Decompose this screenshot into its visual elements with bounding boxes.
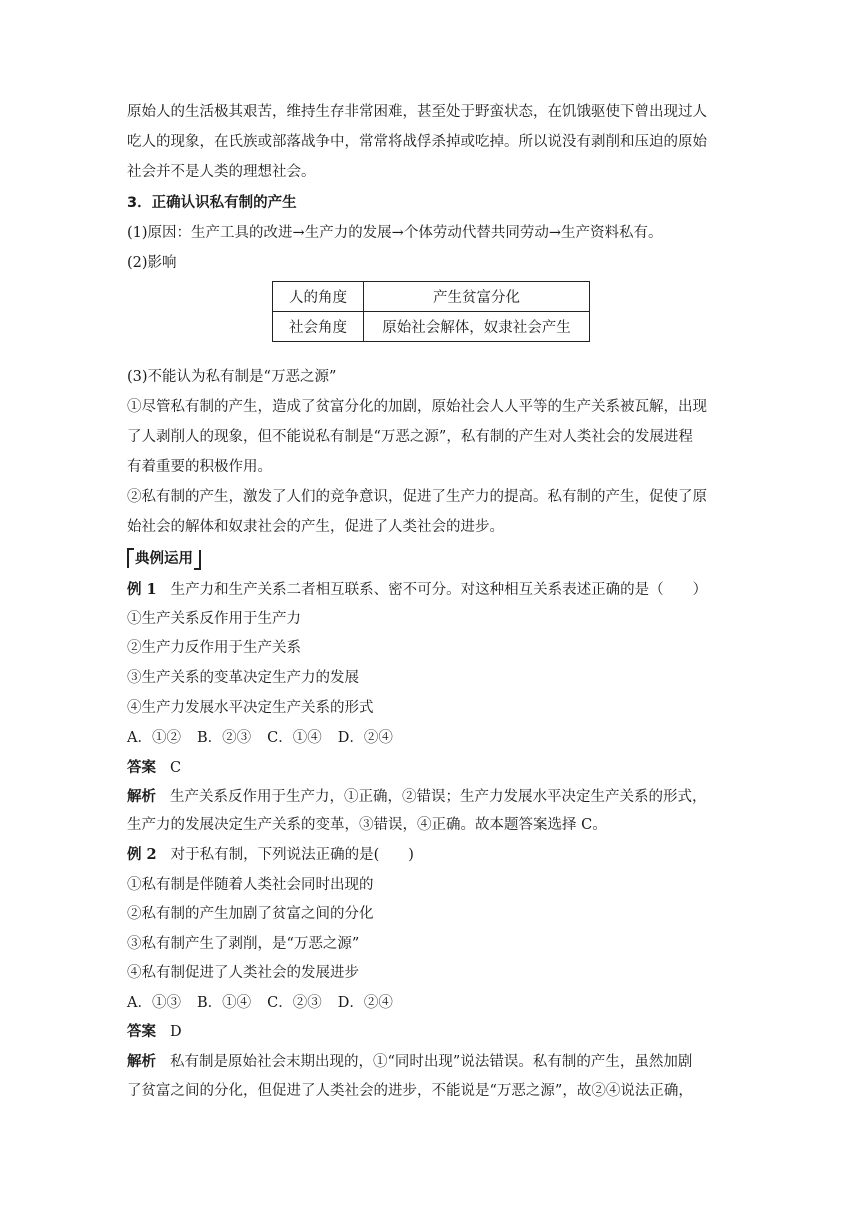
example2-option-a: A．①③	[127, 995, 181, 1011]
table-cell-aspect: 人的角度	[273, 282, 364, 312]
point3b-line-2: 始社会的解体和奴隶社会的产生，促进了人类社会的进步。	[127, 519, 504, 535]
example2-item-1: ①私有制是伴随着人类社会同时出现的	[127, 877, 374, 893]
table-cell-effect: 原始社会解体，奴隶社会产生	[364, 312, 590, 342]
example2-analysis-line-2: 了贫富之间的分化，但促进了人类社会的进步，不能说是“万恶之源”，故②④说法正确，	[127, 1083, 693, 1099]
intro-line-3: 社会并不是人类的理想社会。	[127, 164, 316, 180]
example1-analysis-line-1	[127, 787, 737, 807]
example1-item-2: ②生产力反作用于生产关系	[127, 640, 301, 656]
example2-item-3: ③私有制产生了剥削，是“万恶之源”	[127, 936, 360, 952]
cause-text: (1)原因：生产工具的改进→生产力的发展→个体劳动代替共同劳动→生产资料私有。	[127, 225, 663, 241]
example1-option-b: B．②③	[196, 730, 252, 746]
table-row	[273, 312, 590, 342]
example1-option-d: D．②④	[337, 730, 393, 746]
intro-line-1: 原始人的生活极其艰苦，维持生存非常困难，甚至处于野蛮状态，在饥饿驱使下曾出现过人	[127, 104, 707, 120]
example1-option-c: C．①④	[267, 730, 322, 746]
example1-label: 例 1	[127, 581, 157, 598]
example2-answer: D	[170, 1024, 182, 1040]
section-heading-3: 3．正确认识私有制的产生	[127, 195, 297, 211]
example1-item-1: ①生产关系反作用于生产力	[127, 611, 301, 627]
example1-options	[127, 728, 737, 748]
example2-item-2: ②私有制的产生加剧了贫富之间的分化	[127, 906, 374, 922]
example2-answer-label: 答案	[127, 1024, 156, 1040]
point3a-line-1: ①尽管私有制的产生，造成了贫富分化的加剧，原始社会人人平等的生产关系被瓦解，出现	[127, 399, 707, 415]
example1-analysis-1: 生产关系反作用于生产力，①正确，②错误；生产力发展水平决定生产关系的形式，	[170, 789, 707, 805]
section-tag-examples	[127, 548, 201, 570]
example2-option-b: B．①④	[196, 995, 252, 1011]
example1-question-line	[127, 580, 737, 600]
example2-option-d: D．②④	[337, 995, 393, 1011]
section-tag-label: 典例运用	[135, 551, 193, 567]
example2-answer-line	[127, 1022, 737, 1042]
example2-options	[127, 993, 737, 1013]
example2-question: 对于私有制，下列说法正确的是( )	[170, 847, 414, 863]
example1-option-a: A．①②	[127, 730, 181, 746]
table-row	[273, 282, 590, 312]
example1-analysis-label: 解析	[127, 789, 156, 805]
intro-line-2: 吃人的现象，在氏族或部落战争中，常常将战俘杀掉或吃掉。所以说没有剥削和压迫的原始	[127, 134, 707, 150]
example1-item-4: ④生产力发展水平决定生产关系的形式	[127, 700, 374, 716]
example2-question-line	[127, 845, 737, 865]
example2-analysis-1: 私有制是原始社会末期出现的，①“同时出现”说法错误。私有制的产生，虽然加剧	[170, 1054, 693, 1070]
example1-answer-line	[127, 758, 737, 778]
example2-item-4: ④私有制促进了人类社会的发展进步	[127, 965, 359, 981]
point3b-line-1: ②私有制的产生，激发了人们的竞争意识，促进了生产力的提高。私有制的产生，促使了原	[127, 489, 707, 505]
impact-label: (2)影响	[127, 255, 177, 271]
example2-analysis-line-1	[127, 1052, 737, 1072]
table-cell-effect: 产生贫富分化	[364, 282, 590, 312]
table-cell-aspect: 社会角度	[273, 312, 364, 342]
point3-title: (3)不能认为私有制是“万恶之源”	[127, 369, 337, 385]
example1-question: 生产力和生产关系二者相互联系、密不可分。对这种相互关系表述正确的是（ ）	[170, 582, 708, 598]
example2-option-c: C．②③	[267, 995, 322, 1011]
example1-analysis-line-2: 生产力的发展决定生产关系的变革，③错误，④正确。故本题答案选择 C。	[127, 817, 607, 833]
example1-answer-label: 答案	[127, 760, 156, 776]
example1-item-3: ③生产关系的变革决定生产力的发展	[127, 670, 359, 686]
example2-label: 例 2	[127, 846, 157, 863]
point3a-line-3: 有着重要的积极作用。	[127, 459, 272, 475]
example2-analysis-label: 解析	[127, 1054, 156, 1070]
impact-table	[272, 281, 590, 342]
example1-answer: C	[170, 760, 182, 776]
point3a-line-2: 了人剥削人的现象，但不能说私有制是“万恶之源”，私有制的产生对人类社会的发展进程	[127, 429, 693, 445]
